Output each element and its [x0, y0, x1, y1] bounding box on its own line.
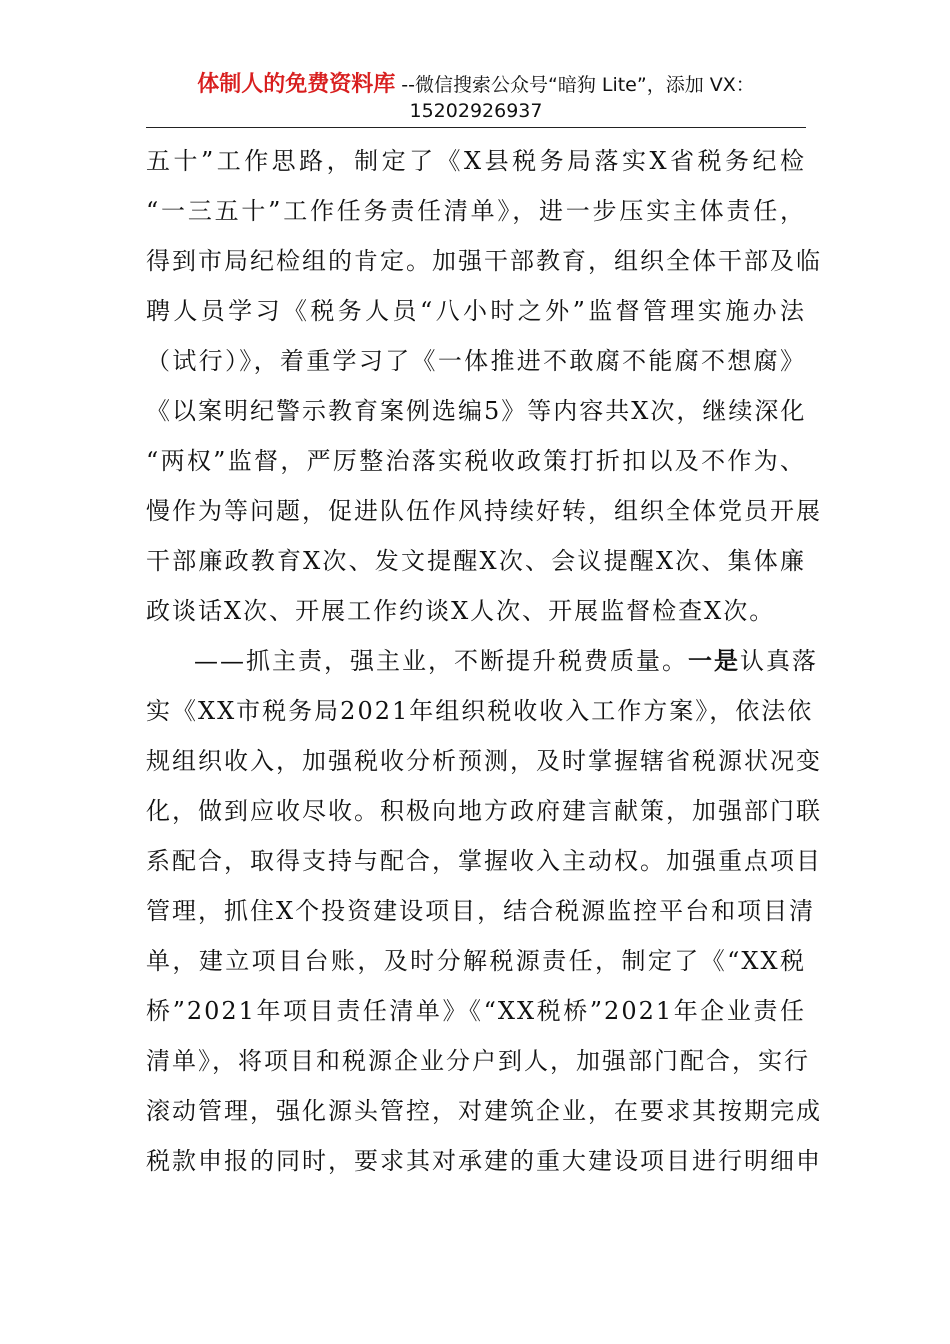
body-line: 桥”2021年项目责任清单》《“XX税桥”2021年企业责任 [146, 997, 806, 1025]
body-line: 清单》，将项目和税源企业分户到人，加强部门配合，实行 [146, 1047, 810, 1075]
body-line: 税款申报的同时，要求其对承建的重大建设项目进行明细申 [146, 1147, 822, 1175]
body-line: “两权”监督，严厉整治落实税收政策打折扣以及不作为、 [146, 447, 806, 475]
header-brand: 体制人的免费资料库 [197, 72, 396, 97]
paragraph-2-first-line [146, 636, 818, 686]
body-line: 管理，抓住X个投资建设项目，结合税源监控平台和项目清 [146, 897, 816, 925]
section-heading-text: ——抓主责，强主业，不断提升税费质量。 [194, 647, 688, 675]
body-line: 系配合，取得支持与配合，掌握收入主动权。加强重点项目 [146, 847, 822, 875]
body-line-paragraph-end: 政谈话X次、开展工作约谈X人次、开展监督检查X次。 [146, 597, 776, 625]
page-header [146, 72, 806, 124]
body-line: 聘人员学习《税务人员“八小时之外”监督管理实施办法 [146, 297, 806, 325]
body-line: 单，建立项目台账，及时分解税源责任，制定了《“XX税 [146, 947, 806, 975]
body-line-fragment: 认真落 [740, 647, 818, 675]
header-promo-text: --微信搜索公众号“暗狗 Lite”，添加 VX： [395, 74, 755, 96]
body-line: “一三五十”工作任务责任清单》，进一步压实主体责任， [146, 197, 806, 225]
body-line: 实《XX市税务局2021年组织税收收入工作方案》，依法依 [146, 697, 814, 725]
body-line: 《以案明纪警示教育案例选编5》等内容共X次，继续深化 [146, 397, 807, 425]
body-line: 规组织收入，加强税收分析预测，及时掌握辖省税源状况变 [146, 747, 822, 775]
header-line-1 [146, 72, 806, 98]
body-line: （试行）》，着重学习了《一体推进不敢腐不能腐不想腐》 [146, 347, 806, 375]
header-contact-number: 15202926937 [409, 100, 543, 122]
body-line: 滚动管理，强化源头管控，对建筑企业，在要求其按期完成 [146, 1097, 822, 1125]
body-line: 得到市局纪检组的肯定。加强干部教育，组织全体干部及临 [146, 247, 822, 275]
header-divider [146, 127, 806, 128]
body-line: 五十”工作思路，制定了《X县税务局落实X省税务纪检 [146, 147, 806, 175]
body-line: 慢作为等问题，促进队伍作风持续好转，组织全体党员开展 [146, 497, 822, 525]
document-body [146, 136, 822, 1186]
bold-ordinal: 一是 [688, 646, 740, 675]
body-line: 化，做到应收尽收。积极向地方政府建言献策，加强部门联 [146, 797, 822, 825]
body-line: 干部廉政教育X次、发文提醒X次、会议提醒X次、集体廉 [146, 547, 806, 575]
